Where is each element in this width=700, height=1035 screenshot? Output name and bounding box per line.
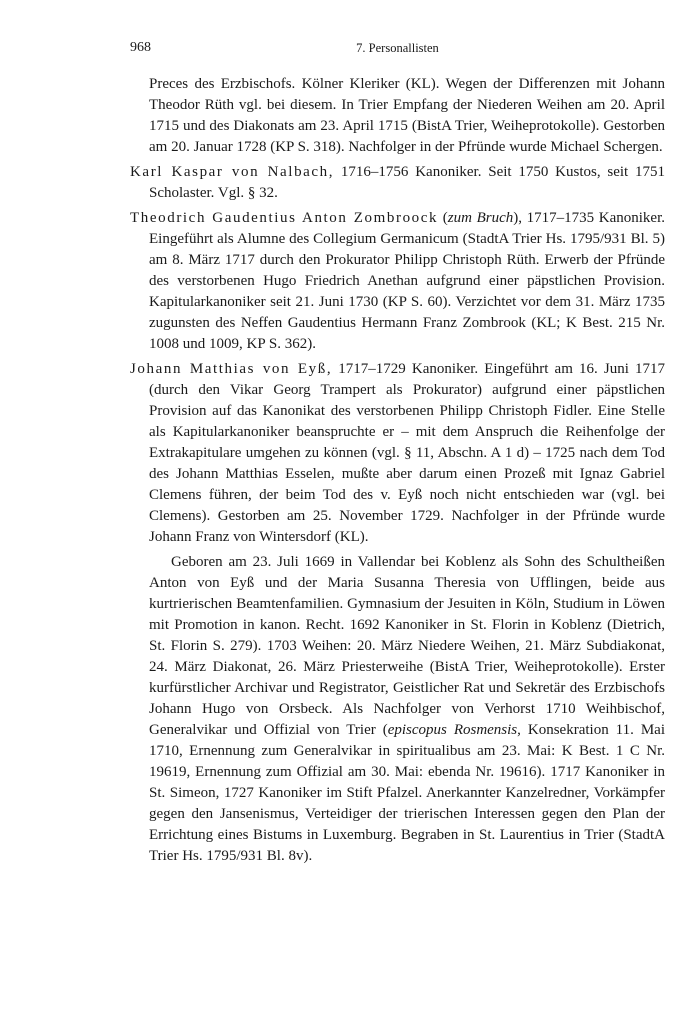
person-name: Johann Matthias von Eyß, bbox=[130, 361, 333, 377]
section-title: 7. Personallisten bbox=[356, 41, 439, 55]
person-entry bbox=[130, 208, 665, 355]
text-run: Geboren am 23. Juli 1669 in Vallendar bei Koblenz als Sohn des Schultheißen Anton von Eyß und der Maria Susanna Theresia von Ufflingen, beide aus kurtrierischen Beamtenfamilien. Gymnasium der Jesuiten in Köln, Studium in Löwen mit Promotion in kanon. Recht. 1692 Kanoniker in St. Florin in Koblenz (Dietrich, St. Florin S. 279). 1703 Weihen: 20. März Niedere Weihen, 21. März Subdiakonat, 24. März Diakonat, 26. März Priesterweihe (BistA Trier, Weiheprotokolle). Erster kurfürstlicher Archivar und Registrator, Geistlicher Rat und Sekretär des Erzbischofs Johann Hugo von Orsbeck. Als Nachfolger von Verhorst 1710 Weihbischof, Generalvikar und Offizial von Trier ( bbox=[149, 554, 665, 738]
person-name: Theodrich Gaudentius Anton Zombroock bbox=[130, 210, 439, 226]
biography-paragraph bbox=[130, 552, 665, 867]
text-run: ), 1717–1735 Kanoniker. Eingeführt als Alumne des Collegium Germanicum (StadtA Trier Hs. 1795/931 Bl. 5) am 8. März 1717 durch den Prokurator Philipp Christoph Rüth. Erwerb der Pfründe des verstorbenen Hugo Friedrich Anethan aufgrund einer päpstlichen Provision. Kapitularkanoniker seit 21. Juni 1730 (KP S. 60). Verzichtet vor dem 31. März 1735 zugunsten des Neffen Gaudentius Hermann Franz Zombrook (KL; K Best. 215 Nr. 1008 und 1009, KP S. 362). bbox=[149, 210, 666, 352]
person-entry bbox=[130, 74, 665, 158]
text-run: ( bbox=[438, 210, 448, 226]
text-run: 1717–1729 Kanoniker. Eingeführt am 16. Juni 1717 (durch den Vikar Georg Trampert als Prokurator) aufgrund einer päpstlichen Provision auf das Kanonikat des verstorbenen Philipp Christoph Fidler. Eine Stelle als Kapitularkanoniker beanspruchte er – mit dem Anspruch die Reihenfolge der Extrakapitulare umgehen zu können (vgl. § 11, Abschn. A 1 d) – 1725 nach dem Tod des Johann Matthias Esselen, mußte aber darum einen Prozeß mit Ignaz Gabriel Clemens führen, der beim Tod des v. Eyß noch nicht entschieden war (vgl. bei Clemens). Gestorben am 25. November 1729. Nachfolger in der Pfründe wurde Johann Franz von Wintersdorf (KL). bbox=[149, 361, 665, 545]
italic-term: zum Bruch bbox=[447, 210, 514, 226]
italic-term: episcopus Rosmensis bbox=[387, 722, 518, 738]
page-number: 968 bbox=[130, 40, 151, 55]
running-head bbox=[130, 40, 665, 62]
page bbox=[130, 40, 665, 867]
entry-list bbox=[130, 74, 665, 548]
text-run: 1716–1756 Kanoniker. Seit 1750 Kustos, seit 1751 Scholaster. Vgl. § 32. bbox=[149, 164, 665, 201]
person-entry bbox=[130, 162, 665, 204]
text-run: , Konsekration 11. Mai 1710, Ernennung zum Generalvikar in spiritualibus am 23. Mai: K Best. 1 C Nr. 19619, Ernennung zum Offizial am 30. Mai: ebenda Nr. 19616). 1717 Kanoniker in St. Simeon, 1727 Kanoniker im Stift Pfalzel. Anerkannter Kanzelredner, Vorkämpfer gegen den Jansenismus, Verteidiger der trierischen Interessen gegen den Plan der Errichtung eines Bistums in Luxemburg. Begraben in St. Laurentius in Trier (StadtA Trier Hs. 1795/931 Bl. 8v). bbox=[149, 722, 665, 864]
text-run: Preces des Erzbischofs. Kölner Kleriker (KL). Wegen der Differenzen mit Johann Theodor Rüth vgl. bei diesem. In Trier Empfang der Niederen Weihen am 20. April 1715 und des Diakonats am 23. April 1715 (BistA Trier, Weiheprotokolle). Gestorben am 20. Januar 1728 (KP S. 318). Nachfolger in der Pfründe wurde Michael Schergen. bbox=[149, 76, 665, 155]
person-entry bbox=[130, 359, 665, 548]
person-name: Karl Kaspar von Nalbach, bbox=[130, 164, 335, 180]
